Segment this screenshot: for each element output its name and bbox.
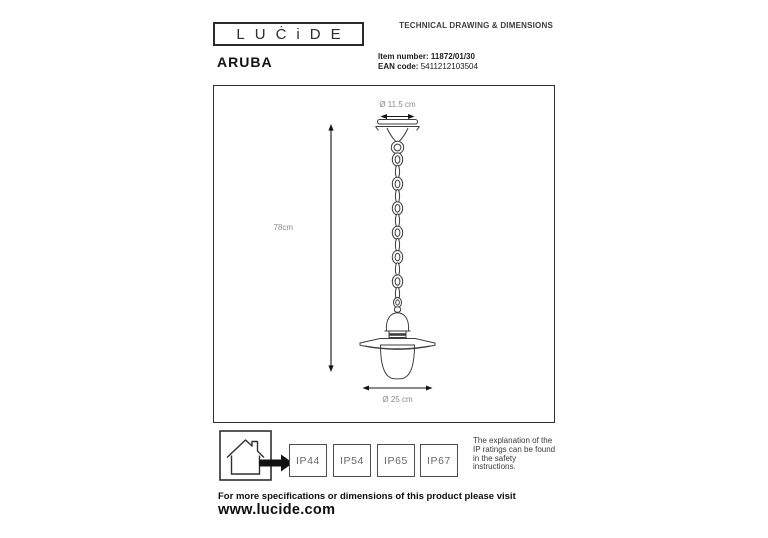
footer-website-link[interactable]: www.lucide.com xyxy=(218,502,336,518)
brand-logo xyxy=(213,22,364,46)
ean-row xyxy=(378,62,478,72)
ean-value: 5411212103504 xyxy=(420,62,478,71)
pendant-lamp-drawing xyxy=(214,86,554,422)
house-with-arrow-icon xyxy=(219,430,295,483)
item-number-label: Item number: xyxy=(378,52,429,61)
footer-text: For more specifications or dimensions of this product please visit xyxy=(218,491,516,502)
ip54-label: IP54 xyxy=(340,454,364,467)
suspension-chain xyxy=(392,153,402,308)
ip-ratings-note xyxy=(473,437,583,472)
ean-label: EAN code: xyxy=(378,62,419,71)
technical-drawing-frame xyxy=(213,85,555,423)
ip-rating-badge-ip54 xyxy=(333,444,371,477)
shade-diameter-label: Ø 25 cm xyxy=(382,395,413,404)
ip-rating-badge-ip67 xyxy=(420,444,458,477)
product-codes xyxy=(378,52,478,72)
item-number-row xyxy=(378,52,478,62)
ip-note-line: IP ratings can be found xyxy=(473,444,556,454)
canopy-diameter-label: Ø 11.5 cm xyxy=(379,100,416,109)
brand-logo-text: LUĊiDE xyxy=(236,25,351,43)
item-number-value: 11872/01/30 xyxy=(430,52,475,61)
ip67-label: IP67 xyxy=(427,454,451,467)
ceiling-canopy xyxy=(376,120,420,154)
ip-rating-badge-ip44 xyxy=(289,444,327,477)
indoor-use-icon-box xyxy=(219,430,295,483)
glass-diffuser xyxy=(381,345,415,379)
shade-diameter-arrow xyxy=(363,386,433,391)
height-dimension-label: 78cm xyxy=(273,223,293,232)
ip-note-line: The explanation of the xyxy=(473,436,553,445)
ip-note-line: in the safety xyxy=(473,453,517,463)
ip44-label: IP44 xyxy=(296,454,320,467)
ip-rating-badge-ip65 xyxy=(377,444,415,477)
height-dimension-arrow xyxy=(328,124,333,372)
lamp-shade xyxy=(360,339,435,350)
lamp-cap xyxy=(385,307,411,338)
ip-note-line: instructions. xyxy=(473,462,516,472)
ip65-label: IP65 xyxy=(384,454,408,467)
product-name: ARUBA xyxy=(217,54,273,70)
canopy-diameter-arrow xyxy=(381,114,415,119)
document-title: TECHNICAL DRAWING & DIMENSIONS xyxy=(399,21,553,30)
